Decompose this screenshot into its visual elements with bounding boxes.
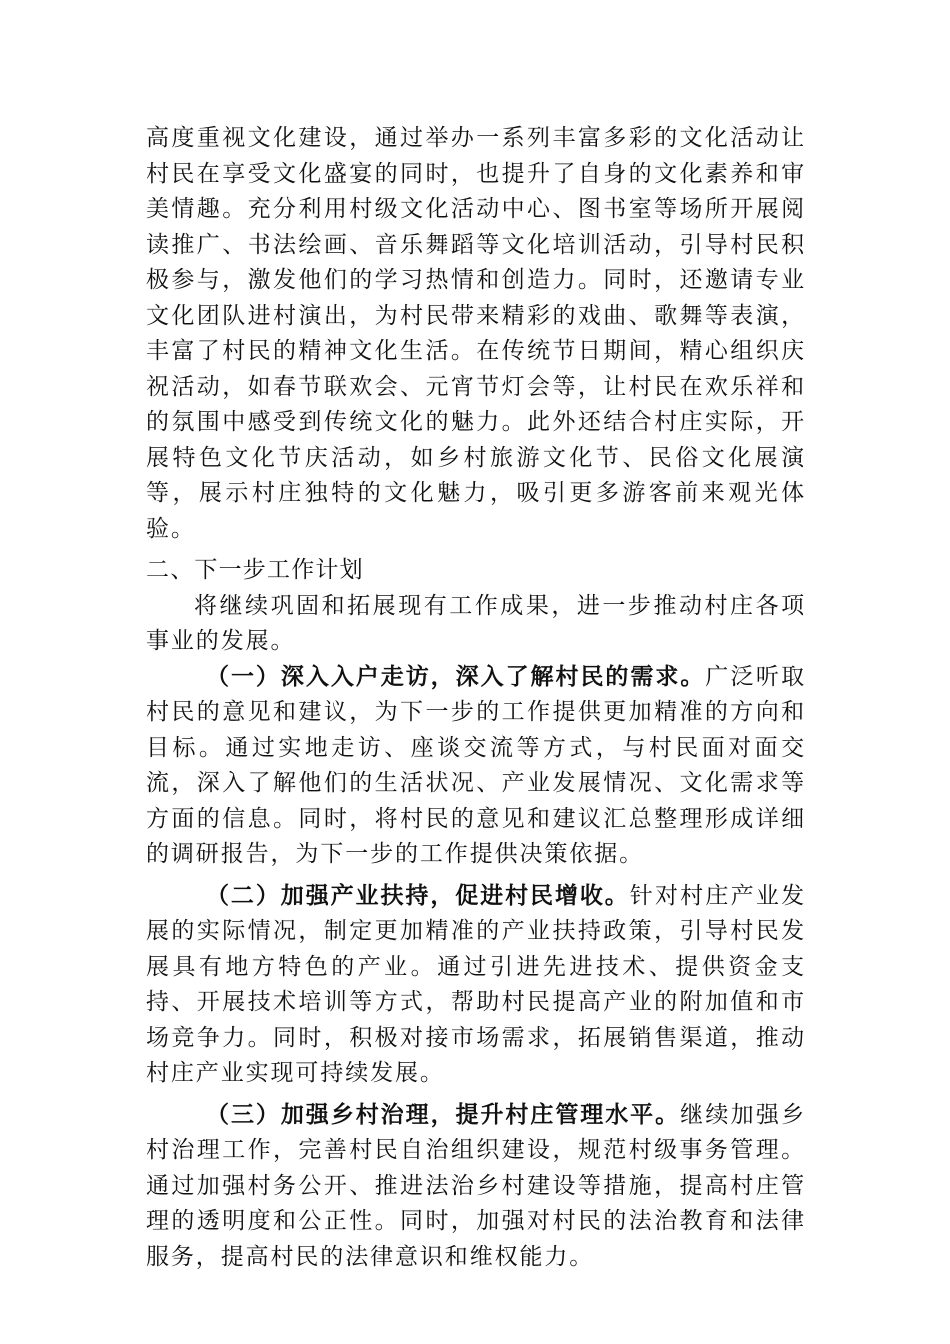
- plan-item-1-body: 广泛听取村民的意见和建议，为下一步的工作提供更加精准的方向和目标。通过实地走访、座谈交流等方式，与村民面对面交流，深入了解他们的生活状况、产业发展情况、文化需求等方面的信息。同时，将村民的意见和建议汇总整理形成详细的调研报告，为下一步的工作提供决策依据。: [146, 663, 806, 867]
- section-heading: 二、下一步工作计划: [146, 557, 364, 583]
- plan-item-2-lead: （二）加强产业扶持，促进村民增收。: [206, 882, 630, 909]
- plan-item-1-lead: （一）深入入户走访，深入了解村民的需求。: [206, 663, 706, 690]
- plan-item-3-lead: （三）加强乡村治理，提升村庄管理水平。: [206, 1101, 681, 1128]
- section-intro: 将继续巩固和拓展现有工作成果，进一步推动村庄各项事业的发展。: [146, 592, 806, 654]
- plan-item-2: [146, 879, 806, 1092]
- plan-item-3-body: 继续加强乡村治理工作，完善村民自治组织建设，规范村级事务管理。通过加强村务公开、推进法治乡村建设等措施，提高村庄管理的透明度和公正性。同时，加强对村民的法治教育和法律服务，提高村民的法律意识和维权能力。: [146, 1101, 807, 1270]
- plan-item-3: [146, 1098, 806, 1276]
- plan-item-1: [146, 660, 806, 873]
- paragraph-culture: 高度重视文化建设，通过举办一系列丰富多彩的文化活动让村民在享受文化盛宴的同时，也提升了自身的文化素养和审美情趣。充分利用村级文化活动中心、图书室等场所开展阅读推广、书法绘画、音乐舞蹈等文化培训活动，引导村民积极参与，激发他们的学习热情和创造力。同时，还邀请专业文化团队进村演出，为村民带来精彩的戏曲、歌舞等表演，丰富了村民的精神文化生活。在传统节日期间，精心组织庆祝活动，如春节联欢会、元宵节灯会等，让村民在欢乐祥和的氛围中感受到传统文化的魅力。此外还结合村庄实际，开展特色文化节庆活动，如乡村旅游文化节、民俗文化展演等，展示村庄独特的文化魅力，吸引更多游客前来观光体验。: [146, 125, 806, 542]
- document-body: [146, 121, 806, 1275]
- plan-item-2-body: 针对村庄产业发展的实际情况，制定更加精准的产业扶持政策，引导村民发展具有地方特色的产业。通过引进先进技术、提供资金支持、开展技术培训等方式，帮助村民提高产业的附加值和市场竞争力。同时，积极对接市场需求，拓展销售渠道，推动村庄产业实现可持续发展。: [146, 882, 806, 1086]
